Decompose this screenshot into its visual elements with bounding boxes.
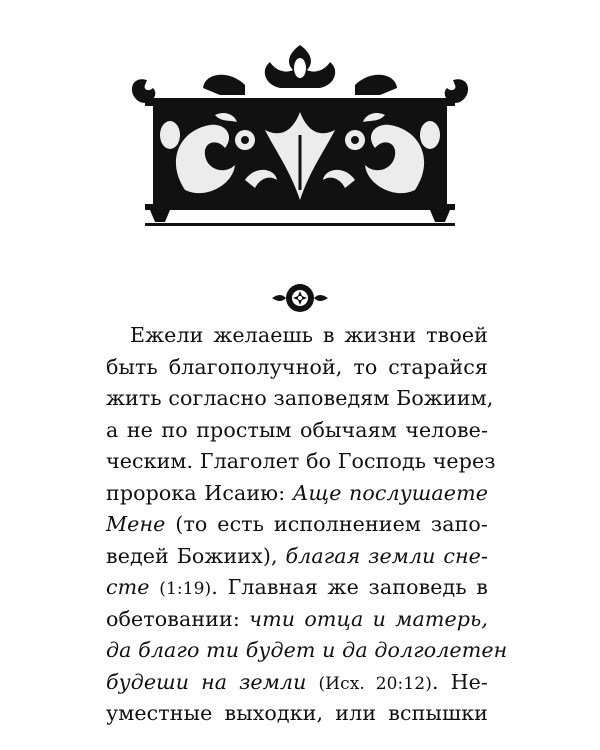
italic-quote: будеши на земли [106,669,307,694]
text-line [106,415,488,447]
text-segment: . Не- [431,669,488,694]
text-line [106,509,488,541]
text-segment: жить согласно заповедям Божиим, [106,386,494,410]
text-line [106,352,488,384]
italic-quote: да благо ти будет и да долголетен [106,638,508,662]
text-segment [306,670,318,694]
body-text [106,320,508,730]
text-segment: уместные выходки, или вспышки [106,701,488,725]
text-line [106,320,488,352]
text-segment: ческим. Глаголет бо Господь через [106,449,496,473]
text-segment: Ежели желаешь в жизни твоей [130,323,488,347]
text-line [106,698,488,730]
ornamental-foliage-headpiece-icon [125,40,475,230]
italic-quote: благая земли сне- [285,543,488,568]
text-line [106,667,488,699]
text-segment [150,575,160,599]
italic-quote: сте [106,575,150,599]
text-line [106,572,488,604]
text-line [106,478,488,510]
text-segment: . Главная же заповедь в [211,575,488,599]
text-segment: ведей Божиих), [106,543,286,568]
text-segment: быть благополучной, то старайся [106,354,488,379]
text-segment: (то есть исполнением запо- [165,512,488,536]
text-segment: пророка Исаию: [106,480,293,505]
text-segment: обетовании: [106,606,250,631]
italic-quote: чти отца и матерь, [249,606,489,631]
fleuron-ornament-icon [270,281,330,315]
text-line [106,383,494,415]
scripture-reference: (1:19) [159,579,212,599]
text-line [106,604,488,636]
text-line [106,446,496,478]
text-line [106,541,488,573]
scripture-reference: (Исх. 20:12) [318,673,432,694]
italic-quote: Мене [106,512,166,536]
text-segment: а не по простым обычаям челове- [106,417,488,442]
italic-quote: Аще послушаете [292,480,488,505]
text-line [106,635,508,667]
